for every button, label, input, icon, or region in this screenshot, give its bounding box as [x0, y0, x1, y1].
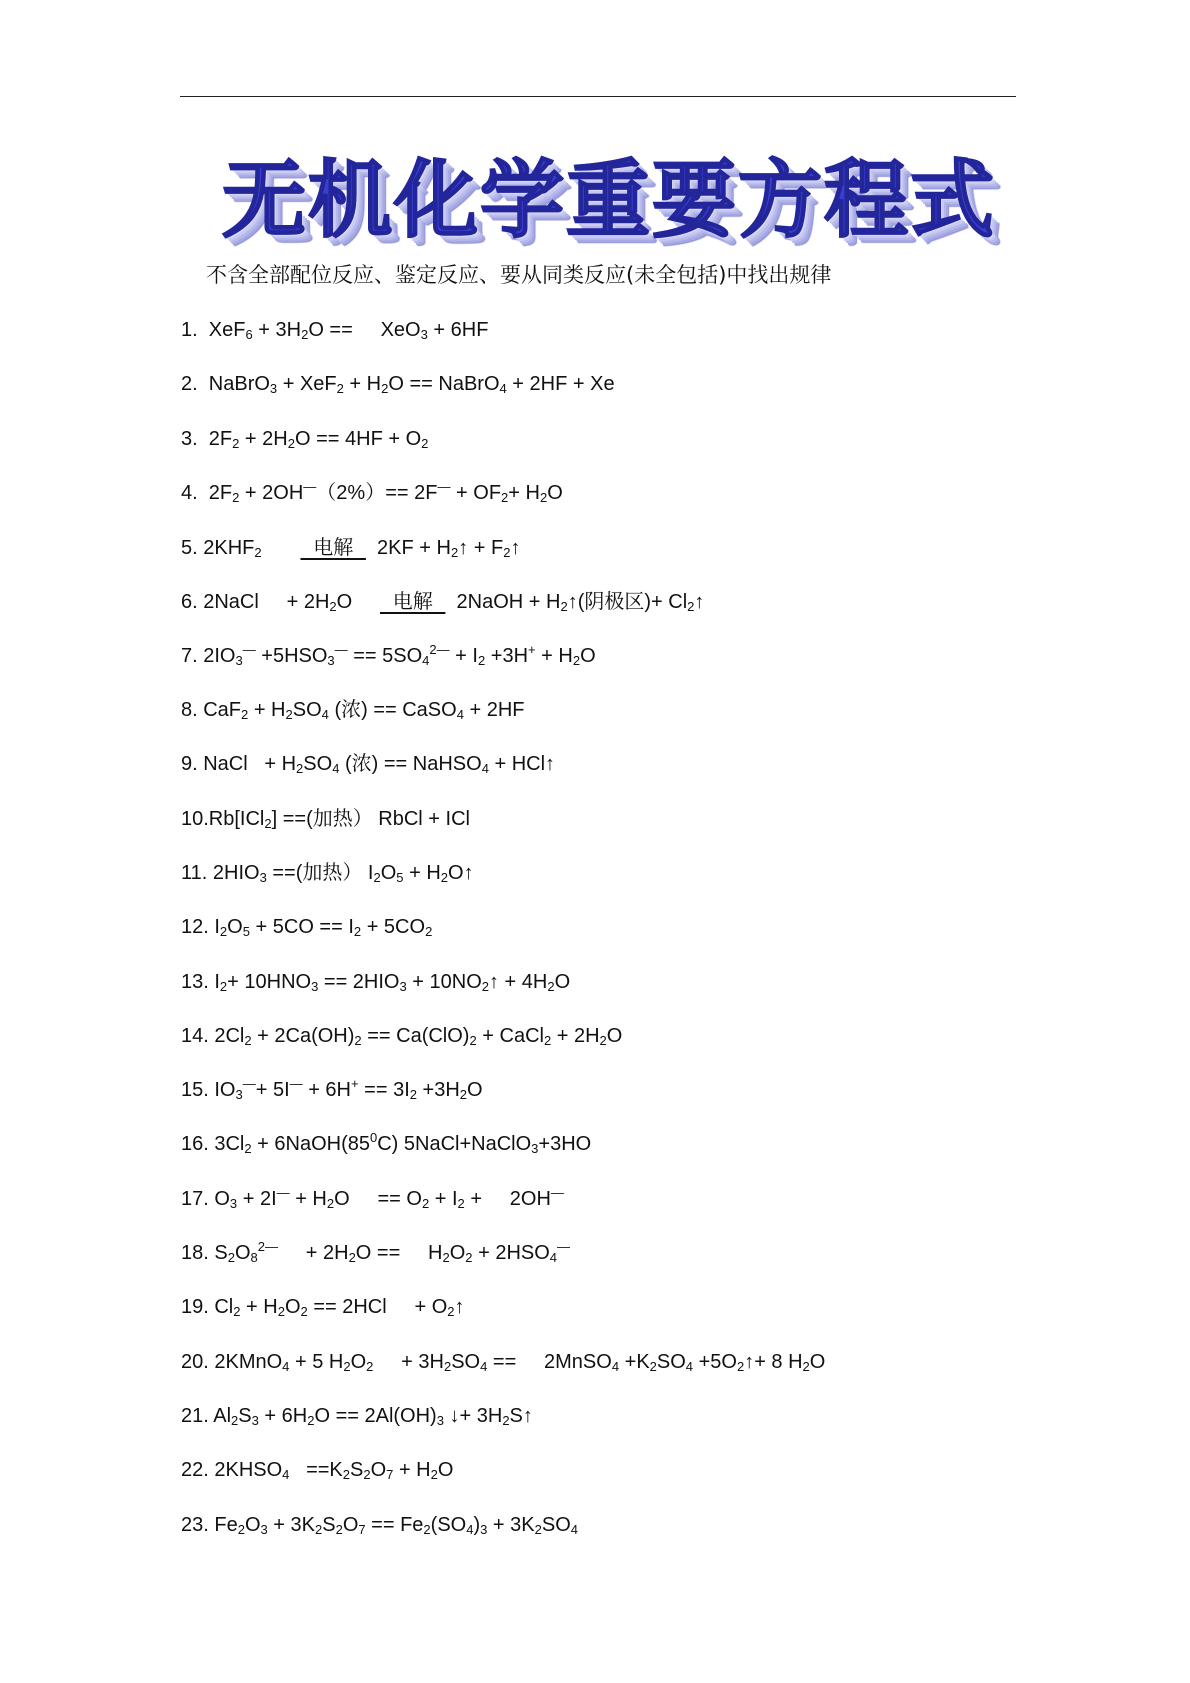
equation-item: 7. $2IO_3^— +5HSO_3^— == 5SO_4^{2—} + I_2 +3H^+ + H_2O$ — [181, 641, 596, 668]
equation-item: 3. $2F_2 + 2H_2O == 4HF + O_2$ — [181, 427, 429, 451]
equation-item: 23. $Fe_2O_3 + 3K_2S_2O_7 == Fe_2(SO_4)_3 + 3K_2SO_4$ — [181, 1513, 578, 1537]
equation-item: 15. $IO_3^—+ 5I^— + 6H^+ == 3I_2 +3H_2O$ — [181, 1076, 483, 1103]
equation-item: 13. $I_2+ 10HNO_3 == 2HIO_3$ + $10NO_2↑ + 4H_2O$ — [181, 970, 571, 994]
equation-list — [181, 315, 1011, 1564]
equation-item: 5. $2KHF_2$ 电解 $2KF + H_2↑$ + $F_2↑$ — [181, 535, 521, 561]
equation-item: 16. $3Cl_2$ + $6NaOH(85^0C)$ 5NaCl+NaClO$_3$+3HO — [181, 1130, 592, 1157]
equation-item: 11. $2HIO_3$ ==(加热） $I_2O_5$ + $H_2O↑$ — [181, 861, 474, 885]
equation-item: 20. 2KMnO$_4$ + 5 $H_2O_2$ + $3H_2SO_4$ == 2MnSO$_4$ $+K_2SO_4$ $+5O_2↑+ 8$ $H_2O$ — [181, 1350, 826, 1374]
equation-item: 9. NaCl + $H_2SO_4$ (浓) == NaHSO$_4$ + HCl↑ — [181, 753, 556, 777]
equation-item: 14. $2Cl_2 + 2Ca(OH)_2 == Ca(ClO)_2$ + CaCl$_2$ + $2H_2O$ — [181, 1024, 623, 1048]
equation-item: 22. $2KHSO_4 ==K_2S_2O_7 + H_2O$ — [181, 1459, 454, 1483]
document-title: 无机化学重要方程式 — [222, 151, 997, 249]
header-rule — [180, 96, 1016, 97]
equation-item: 2. NaBrO$_3$ + $XeF_2 + H_2O$ == NaBrO$_4$ + 2HF + Xe — [181, 373, 615, 397]
equation-item: 10.Rb[ICl$_2$] ==(加热） RbCl + ICl — [181, 807, 470, 831]
equation-item: 12. $I_2O_5 + 5CO == I_2 + 5CO_2$ — [181, 916, 433, 940]
document-subtitle: 不含全部配位反应、鉴定反应、要从同类反应(未全包括)中找出规律 — [206, 263, 832, 287]
equation-item: 17. $O_3 + 2I^— + H_2O$ == $O_2 + I_2$ + 2OH— — [181, 1184, 564, 1211]
equation-item: 8. $CaF_2 + H_2SO_4$ (浓) == CaSO$_4$ + 2HF — [181, 699, 525, 723]
equation-item: 1. $XeF_6 + 3H_2O$ == XeO$_3$ + 6HF — [181, 319, 489, 342]
equation-item: 18. $S_2O_8^{2—}$ + $2H_2O$ == $H_2O_2 + 2HSO_4^—$ — [181, 1239, 571, 1266]
equation-item: 4. $2F_2 + 2OH^—(2\%)== 2F^— + OF_2+ H_2O$ — [181, 478, 563, 505]
equation-item: 21. $Al_2S_3 + 6H_2O == 2Al(OH)_3$ ↓+ $3H_2S↑$ — [181, 1404, 533, 1428]
equation-item: 6. 2NaCl + $2H_2O$ 电解 2NaOH + $H_2↑$(阴极区)+ $Cl_2↑$ — [181, 589, 705, 615]
equation-item: 19. $Cl_2 + H_2O_2 == 2HCl$ + $O_2↑$ — [181, 1296, 465, 1320]
